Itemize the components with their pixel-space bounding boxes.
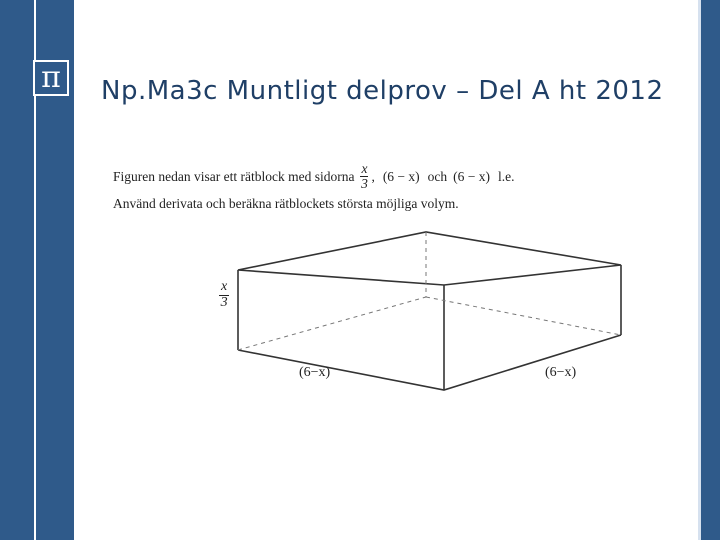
fraction-x-over-3 xyxy=(360,162,368,191)
pi-logo-icon: π xyxy=(33,60,69,96)
hidden-left-edge xyxy=(238,297,426,350)
problem-text-line1 xyxy=(113,162,515,191)
slide-title: Np.Ma3c Muntligt delprov – Del A ht 2012 xyxy=(101,76,664,106)
problem-text-line2: Använd derivata och beräkna rätblockets största möjliga volym. xyxy=(113,196,459,211)
side-3: (6 − x) xyxy=(453,168,491,184)
comma: , xyxy=(371,168,375,184)
problem-prefix: Figuren nedan visar ett rätblock med sidorna xyxy=(113,168,355,184)
unit-suffix: l.e. xyxy=(498,168,515,184)
height-denominator: 3 xyxy=(220,294,228,310)
hidden-right-edge xyxy=(426,297,621,335)
side-2: (6 − x) xyxy=(382,168,420,184)
cuboid-bottom-edges xyxy=(238,335,621,390)
dimension-left: (6−x) xyxy=(299,365,331,380)
fraction-denominator: 3 xyxy=(361,176,368,192)
fraction-numerator: x xyxy=(361,161,368,176)
height-label xyxy=(219,280,229,310)
dimension-right: (6−x) xyxy=(545,365,577,380)
och-word: och xyxy=(427,168,448,184)
cuboid-top-face xyxy=(238,232,621,285)
height-numerator: x xyxy=(221,279,228,294)
right-sidebar xyxy=(701,0,720,540)
